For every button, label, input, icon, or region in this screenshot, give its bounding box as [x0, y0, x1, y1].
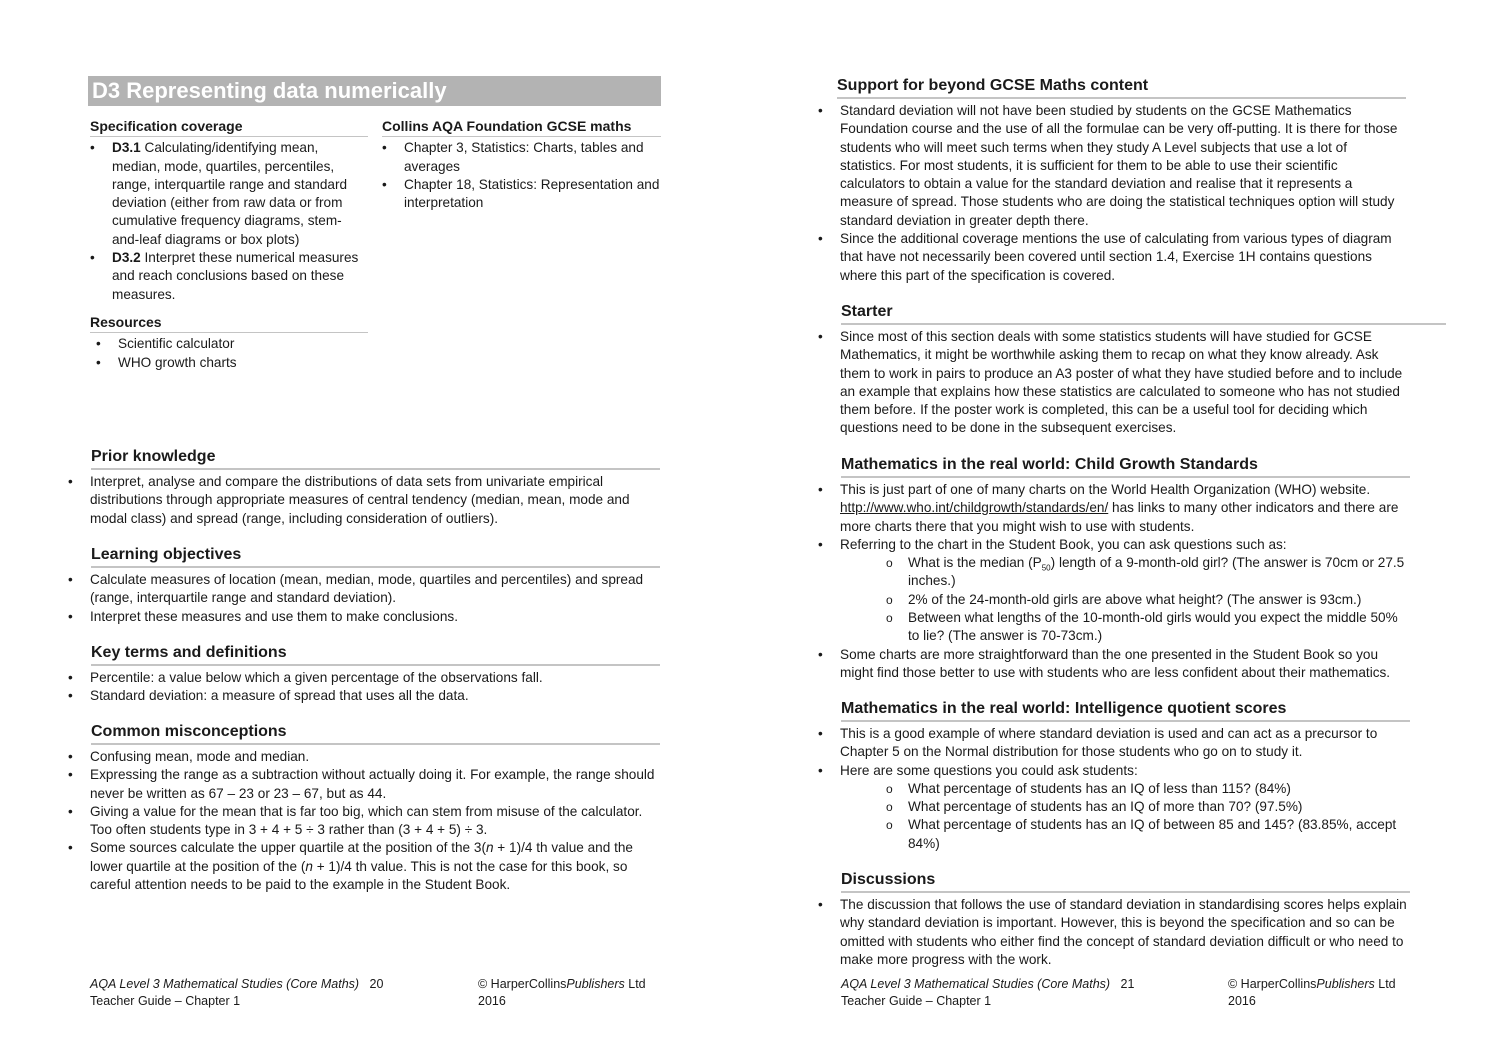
key-terms [68, 643, 660, 706]
growth-question: o What is the median $(P_{50})$ length of a 9-month-old girl? (The answer is 70cm or 27.5 inches.) [908, 554, 1410, 591]
prior-knowledge-heading: Prior knowledge [91, 447, 660, 470]
growth-item: • This is just part of one of many charts on the World Health Organization (WHO) website. http://www.who.int/childgrowth/standards/en/ has links to many other indicators and there are more charts there that you might wish to use with students. [818, 481, 1410, 536]
misconception-item: • Some sources calculate the upper quartile at the position of the 3(n + 1)/4 th value and the lower quartile at the position of the (n + 1)/4 th value. This is not the case for this book, so careful attention needs to be paid to the example in the Student Book. [68, 839, 660, 894]
support-section [818, 76, 1406, 285]
footer-right-copyright: © HarperCollinsPublishers Ltd 2016 [1228, 977, 1396, 1008]
growth-heading: Mathematics in the real world: Child Growth Standards [841, 455, 1410, 478]
misconception-item: • Confusing mean, mode and median. [68, 748, 660, 766]
misconception-item: • Expressing the range as a subtraction without actually doing it. For example, the range should never be written as 67 – 23 or 23 – 67, but as 44. [68, 766, 660, 803]
footer-left-title: AQA Level 3 Mathematical Studies (Core Maths) 20 Teacher Guide – Chapter 1 [90, 977, 384, 1008]
iq-question: o What percentage of students has an IQ of between 85 and 145? (83.85%, accept 84%) [908, 816, 1410, 853]
growth-section [818, 455, 1410, 682]
section-title: D3 Representing data numerically [88, 76, 661, 106]
spec-coverage [90, 117, 368, 304]
who-link[interactable]: http://www.who.int/childgrowth/standards/en/ [840, 500, 1109, 516]
resources-heading: Resources [90, 313, 368, 333]
learning-objectives [68, 545, 660, 626]
iq-item: • This is a good example of where standard deviation is used and can act as a precursor to Chapter 5 on the Normal distribution for those students who go on to study it. [818, 725, 1410, 762]
resource-item: • Scientific calculator [96, 335, 368, 353]
footer-left-copyright: © HarperCollinsPublishers Ltd 2016 [478, 977, 646, 1008]
support-item: • Since the additional coverage mentions the use of calculating from various types of diagram that have not necessarily been covered until section 1.4, Exercise 1H contains questions where this part of the specification is covered. [818, 230, 1406, 285]
iq-question: o What percentage of students has an IQ of more than 70? (97.5%) [908, 798, 1410, 816]
resource-item: • WHO growth charts [96, 354, 368, 372]
starter-section [818, 302, 1446, 438]
collins-item: • Chapter 18, Statistics: Representation and interpretation [382, 176, 661, 213]
collins-coverage [382, 117, 661, 212]
support-heading: Support for beyond GCSE Maths content [837, 76, 1406, 99]
iq-section [818, 699, 1410, 853]
footer-right-title: AQA Level 3 Mathematical Studies (Core Maths) 21 Teacher Guide – Chapter 1 [841, 977, 1135, 1008]
iq-question: o What percentage of students has an IQ of less than 115? (84%) [908, 780, 1410, 798]
resources [90, 313, 368, 372]
prior-item: • Interpret, analyse and compare the distributions of data sets from univariate empirical distributions through appropriate measures of central tendency (median, mean, mode and modal class) and spread (range, including consideration of outliers). [68, 473, 660, 528]
term-item: • Standard deviation: a measure of spread that uses all the data. [68, 687, 660, 705]
iq-heading: Mathematics in the real world: Intelligence quotient scores [841, 699, 1410, 722]
support-item: • Standard deviation will not have been studied by students on the GCSE Mathematics Foundation course and the use of all the formulae can be very off-putting. It is there for those students who will meet such terms when they study A Level subjects that use a lot of statistics. For most students, it is sufficient for them to be able to use their scientific calculators to obtain a value for the standard deviation and realise that it represents a measure of spread. Those students who are doing the statistical techniques option will study standard deviation in greater depth there. [818, 102, 1406, 230]
collins-heading: Collins AQA Foundation GCSE maths [382, 117, 661, 137]
growth-item: • Referring to the chart in the Student Book, you can ask questions such as: [818, 536, 1410, 554]
objective-item: • Interpret these measures and use them to make conclusions. [68, 608, 660, 626]
collins-item: • Chapter 3, Statistics: Charts, tables and averages [382, 139, 661, 176]
spec-item-d32: • D3.2 Interpret these numerical measures and reach conclusions based on these measures. [90, 249, 368, 304]
iq-item: • Here are some questions you could ask students: [818, 762, 1410, 780]
common-misconceptions [68, 722, 660, 894]
spec-item-d31: • D3.1 Calculating/identifying mean, median, mode, quartiles, percentiles, range, interquartile range and standard deviation (either from raw data or from cumulative frequency diagrams, stem-and-leaf diagrams or box plots) [90, 139, 368, 249]
spec-coverage-heading: Specification coverage [90, 117, 368, 137]
misconception-item: • Giving a value for the mean that is far too big, which can stem from misuse of the calculator. Too often students type in 3 + 4 + 5 ÷ 3 rather than (3 + 4 + 5) ÷ 3. [68, 803, 660, 840]
discussions-heading: Discussions [841, 870, 1410, 893]
growth-question: o 2% of the 24-month-old girls are above what height? (The answer is 93cm.) [908, 591, 1410, 609]
growth-item: • Some charts are more straightforward than the one presented in the Student Book so you might find those better to use with students who are less confident about their mathematics. [818, 646, 1410, 683]
discussion-item: • The discussion that follows the use of standard deviation in standardising scores helps explain why standard deviation is important. However, this is beyond the specification and so can be omitted with students who either find the concept of standard deviation difficult or who need to make more progress with the work. [818, 896, 1410, 969]
key-terms-heading: Key terms and definitions [91, 643, 660, 666]
prior-knowledge [68, 447, 660, 528]
starter-item: • Since most of this section deals with some statistics students will have studied for GCSE Mathematics, it might be worthwhile asking them to recap on what they know already. Ask them to work in pairs to produce an A3 poster of what they have studied before and to include an example that explains how these statistics are calculated to someone who has not studied them before. If the poster work is completed, this can be a useful tool for deciding which questions need to be done in the subsequent exercises. [818, 328, 1408, 438]
growth-question: o Between what lengths of the 10-month-old girls would you expect the middle 50% to lie? (The answer is 70-73cm.) [908, 609, 1410, 646]
discussions-section [818, 870, 1410, 969]
term-item: • Percentile: a value below which a given percentage of the observations fall. [68, 669, 660, 687]
starter-heading: Starter [841, 302, 1446, 325]
objective-item: • Calculate measures of location (mean, median, mode, quartiles and percentiles) and spread (range, interquartile range and standard deviation). [68, 571, 660, 608]
misconceptions-heading: Common misconceptions [91, 722, 660, 745]
learning-objectives-heading: Learning objectives [91, 545, 660, 568]
